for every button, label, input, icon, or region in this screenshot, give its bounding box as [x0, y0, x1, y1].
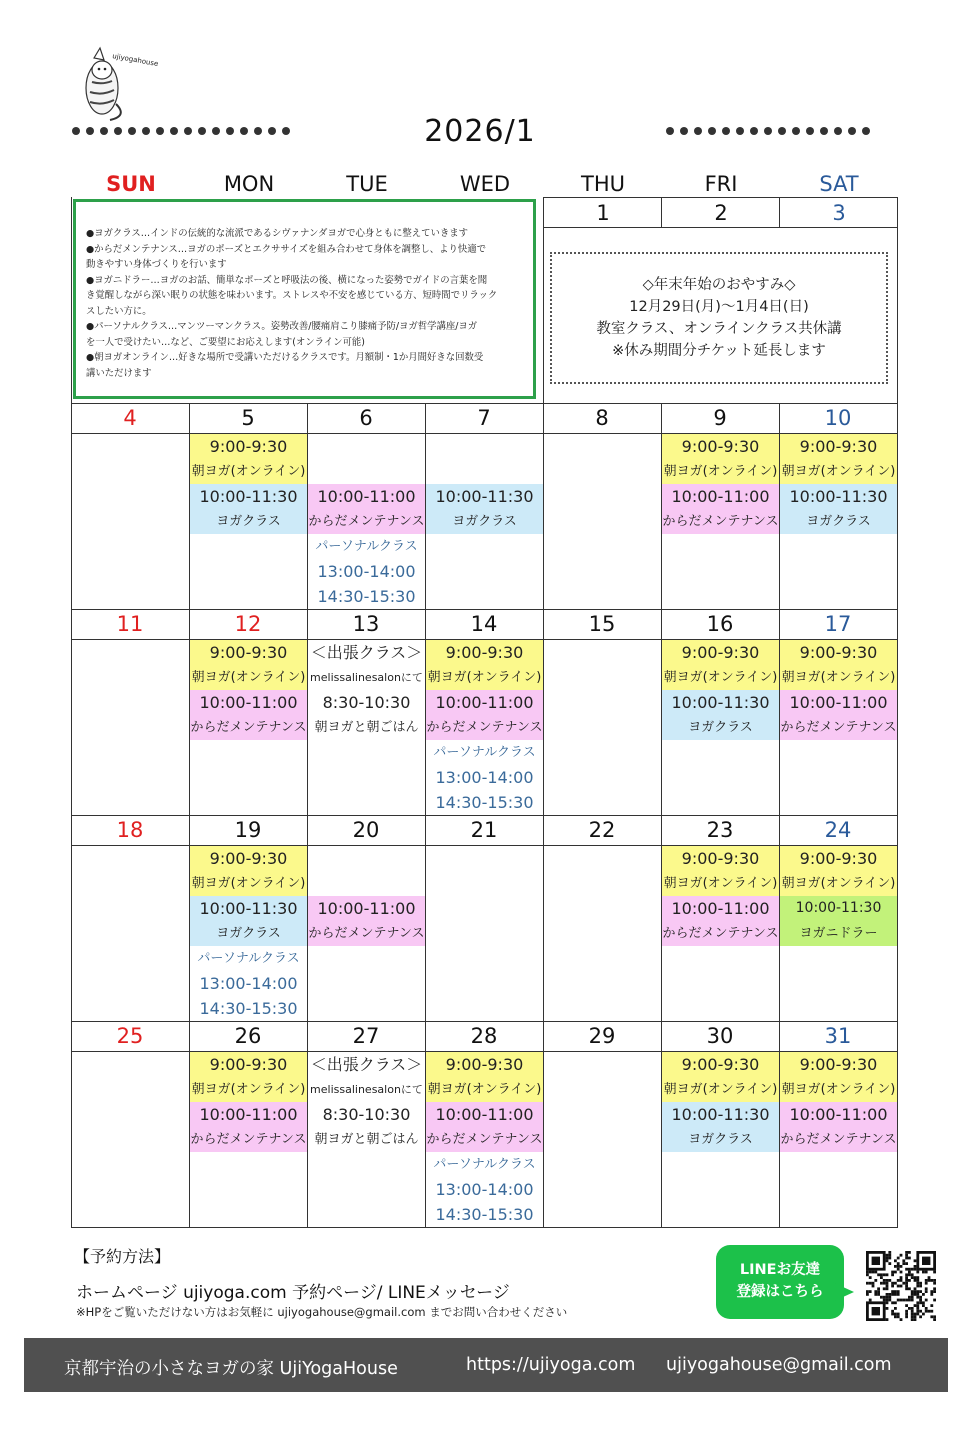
class-slot: [190, 690, 307, 740]
class-time: 9:00-9:30: [681, 437, 760, 456]
class-slot: [190, 484, 307, 534]
footer-url[interactable]: https://ujiyoga.com: [466, 1355, 636, 1375]
class-name: ヨガクラス: [806, 514, 871, 529]
class-name: ヨガクラス: [688, 1132, 753, 1147]
outreach-class-slot: [308, 640, 425, 740]
line-button-label-1: LINEお友達: [739, 1262, 821, 1278]
class-description-box: [73, 199, 536, 399]
class-name: からだメンテナンス: [662, 926, 779, 941]
calendar-title: 2026/1: [424, 114, 536, 149]
class-name: からだメンテナンス: [426, 1132, 543, 1147]
class-slot: [780, 1102, 897, 1152]
class-name: 朝ヨガ(オンライン): [191, 1082, 306, 1097]
class-slot: [190, 846, 307, 896]
holiday-notice: [550, 252, 888, 384]
class-time: 10:00-11:30: [199, 487, 298, 506]
class-name: 朝ヨガ(オンライン): [781, 464, 896, 479]
class-name: からだメンテナンス: [426, 720, 543, 735]
legend-line: ●ヨガクラス…インドの伝統的な流派であるシヴァナンダヨガで心身ともに整えていきます: [86, 228, 468, 239]
weekday-tue: TUE: [346, 172, 388, 196]
class-name: 朝ヨガと朝ごはん: [314, 1132, 419, 1147]
class-title: ＜出張クラス＞: [310, 1055, 423, 1074]
date-20: 20: [352, 818, 380, 842]
decor-dots-left: [72, 124, 290, 138]
class-name: パーソナルクラス: [433, 745, 536, 760]
date-24: 24: [824, 818, 852, 842]
decor-dots-right: [666, 124, 870, 138]
legend-line: ●朝ヨガオンライン…好きな場所で受講いただけるクラスです。月額制・1か月間好きな回数受: [86, 352, 484, 363]
class-time: 10:00-11:00: [199, 693, 298, 712]
class-time: 10:00-11:30: [435, 487, 534, 506]
class-slot: [662, 846, 779, 896]
date-21: 21: [470, 818, 498, 842]
class-name: パーソナルクラス: [197, 951, 300, 966]
venue: melissalinesalonにて: [310, 1083, 423, 1096]
class-time: 13:00-14:00: [199, 974, 298, 993]
class-slot: [190, 434, 307, 484]
personal-class-slot: [308, 534, 425, 609]
legend-line: き覚醒しながら深い眠りの状態を味わいます。ストレスや不安を感じている方、短時間でリラック: [86, 290, 498, 301]
class-time: 10:00-11:30: [789, 487, 888, 506]
date-7: 7: [477, 406, 491, 430]
class-name: 朝ヨガ(オンライン): [781, 876, 896, 891]
class-time: 14:30-15:30: [199, 999, 298, 1018]
date-8: 8: [595, 406, 609, 430]
personal-class-slot: [426, 1152, 543, 1227]
class-time: 10:00-11:00: [435, 693, 534, 712]
date-16: 16: [706, 612, 734, 636]
class-time: 10:00-11:30: [671, 1105, 770, 1124]
class-slot: [426, 640, 543, 690]
class-time: 8:30-10:30: [322, 1105, 411, 1124]
class-slot: [190, 640, 307, 690]
class-name: からだメンテナンス: [662, 514, 779, 529]
date-11: 11: [116, 612, 144, 636]
class-time: 9:00-9:30: [799, 643, 878, 662]
qr-code-icon[interactable]: [864, 1243, 938, 1329]
class-name: からだメンテナンス: [780, 720, 897, 735]
class-time: 10:00-11:30: [671, 693, 770, 712]
class-slot: [662, 640, 779, 690]
class-name: ヨガクラス: [452, 514, 517, 529]
date-1: 1: [596, 201, 610, 225]
class-time: 14:30-15:30: [435, 1205, 534, 1224]
logo-text: ujiyogahouse: [111, 52, 159, 69]
outreach-class-slot: [308, 1052, 425, 1152]
class-name: パーソナルクラス: [433, 1157, 536, 1172]
date-4: 4: [123, 406, 137, 430]
class-name: からだメンテナンス: [308, 926, 425, 941]
date-19: 19: [234, 818, 262, 842]
class-slot: [426, 690, 543, 740]
class-name: 朝ヨガ(オンライン): [781, 670, 896, 685]
class-name: からだメンテナンス: [190, 720, 307, 735]
date-22: 22: [588, 818, 616, 842]
class-time: 14:30-15:30: [317, 587, 416, 606]
class-title: ＜出張クラス＞: [310, 643, 423, 662]
weekday-wed: WED: [459, 172, 511, 196]
legend-line: 動きやすい身体づくりを行います: [86, 259, 227, 270]
legend-line: 講いただけます: [86, 367, 152, 379]
date-10: 10: [824, 406, 852, 430]
class-slot: [662, 484, 779, 534]
class-slot: [662, 1052, 779, 1102]
class-time: 10:00-11:00: [317, 899, 416, 918]
class-slot: [780, 846, 897, 896]
class-time: 9:00-9:30: [209, 437, 288, 456]
reservation-title: 【予約方法】: [74, 1247, 171, 1266]
class-time: 9:00-9:30: [681, 849, 760, 868]
weekday-thu: THU: [581, 172, 625, 196]
class-time: 9:00-9:30: [799, 437, 878, 456]
class-time: 10:00-11:00: [789, 693, 888, 712]
class-name: ヨガクラス: [688, 720, 753, 735]
notice-line: ※休み期間分チケット延長します: [612, 343, 826, 359]
class-time: 13:00-14:00: [435, 1180, 534, 1199]
venue: melissalinesalonにて: [310, 671, 423, 684]
date-31: 31: [824, 1024, 852, 1048]
weekday-fri: FRI: [704, 172, 738, 196]
weekday-sun: SUN: [106, 172, 156, 196]
notice-dates: 12月29日(月)～1月4日(日): [629, 299, 809, 315]
class-slot: [780, 434, 897, 484]
class-slot: [662, 690, 779, 740]
date-25: 25: [116, 1024, 144, 1048]
class-time: 10:00-11:00: [317, 487, 416, 506]
class-name: 朝ヨガ(オンライン): [191, 876, 306, 891]
date-30: 30: [706, 1024, 734, 1048]
date-6: 6: [359, 406, 373, 430]
date-3: 3: [832, 201, 846, 225]
speech-tail: [832, 1282, 854, 1302]
class-name: 朝ヨガ(オンライン): [663, 464, 778, 479]
class-time: 14:30-15:30: [435, 793, 534, 812]
class-name: 朝ヨガ(オンライン): [427, 670, 542, 685]
date-12: 12: [234, 612, 262, 636]
class-slot: [780, 690, 897, 740]
class-time: 13:00-14:00: [317, 562, 416, 581]
date-2: 2: [714, 201, 728, 225]
class-slot: [662, 896, 779, 946]
class-time: 9:00-9:30: [799, 1055, 878, 1074]
date-27: 27: [352, 1024, 380, 1048]
class-name: 朝ヨガと朝ごはん: [314, 720, 419, 735]
class-time: 10:00-11:30: [795, 900, 882, 916]
class-name: からだメンテナンス: [190, 1132, 307, 1147]
class-slot: [780, 896, 897, 946]
date-15: 15: [588, 612, 616, 636]
legend-line: ●からだメンテナンス…ヨガのポーズとエクササイズを組み合わせて身体を調整し、より快適で: [86, 243, 486, 255]
class-slot: [190, 1052, 307, 1102]
class-name: からだメンテナンス: [780, 1132, 897, 1147]
class-time: 10:00-11:00: [671, 899, 770, 918]
class-time: 9:00-9:30: [209, 849, 288, 868]
class-time: 8:30-10:30: [322, 693, 411, 712]
class-time: 10:00-11:00: [199, 1105, 298, 1124]
date-9: 9: [713, 406, 727, 430]
class-name: ヨガニドラー: [799, 926, 878, 941]
class-time: 10:00-11:00: [789, 1105, 888, 1124]
class-time: 9:00-9:30: [681, 1055, 760, 1074]
footer-bar: [24, 1338, 948, 1392]
class-slot: [780, 640, 897, 690]
class-name: パーソナルクラス: [315, 539, 418, 554]
class-name: 朝ヨガ(オンライン): [191, 670, 306, 685]
weekday-mon: MON: [223, 172, 275, 196]
reservation-note: ※HPをご覧いただけない方はお気軽に ujiyogahouse@gmail.com までお問い合わせください: [76, 1305, 568, 1319]
line-friend-button[interactable]: [716, 1245, 844, 1319]
class-name: 朝ヨガ(オンライン): [663, 876, 778, 891]
class-name: ヨガクラス: [216, 514, 281, 529]
class-slot: [190, 1102, 307, 1152]
class-slot: [190, 896, 307, 946]
personal-class-slot: [426, 740, 543, 815]
class-slot: [780, 484, 897, 534]
class-slot: [662, 1102, 779, 1152]
class-slot: [662, 434, 779, 484]
footer-name: 京都宇治の小さなヨガの家 UjiYogaHouse: [64, 1359, 398, 1379]
class-time: 9:00-9:30: [799, 849, 878, 868]
class-time: 13:00-14:00: [435, 768, 534, 787]
date-26: 26: [234, 1024, 262, 1048]
class-slot: [426, 484, 543, 534]
class-time: 9:00-9:30: [209, 1055, 288, 1074]
date-28: 28: [470, 1024, 498, 1048]
class-time: 10:00-11:30: [199, 899, 298, 918]
class-slot: [780, 1052, 897, 1102]
logo: [80, 44, 159, 122]
date-23: 23: [706, 818, 734, 842]
class-name: 朝ヨガ(オンライン): [191, 464, 306, 479]
weekday-sat: SAT: [819, 172, 859, 196]
footer-email[interactable]: ujiyogahouse@gmail.com: [666, 1355, 892, 1375]
class-slot: [308, 484, 425, 534]
line-button-label-2: 登録はこちら: [736, 1284, 824, 1300]
date-14: 14: [470, 612, 498, 636]
class-time: 9:00-9:30: [209, 643, 288, 662]
class-time: 9:00-9:30: [445, 1055, 524, 1074]
class-time: 9:00-9:30: [445, 643, 524, 662]
date-18: 18: [116, 818, 144, 842]
date-29: 29: [588, 1024, 616, 1048]
class-time: 10:00-11:00: [671, 487, 770, 506]
class-time: 9:00-9:30: [681, 643, 760, 662]
class-slot: [308, 896, 425, 946]
reservation-methods: ホームページ ujiyoga.com 予約ページ/ LINEメッセージ: [76, 1283, 510, 1303]
class-name: 朝ヨガ(オンライン): [663, 670, 778, 685]
legend-line: スしたい方に。: [86, 305, 152, 317]
class-name: ヨガクラス: [216, 926, 281, 941]
cat-illustration-icon: [80, 44, 159, 122]
legend-line: ●パーソナルクラス…マンツーマンクラス。姿勢改善/腰痛肩こり膝痛予防/ヨガ哲学講座/ヨガ: [86, 321, 478, 332]
personal-class-slot: [190, 946, 307, 1021]
notice-title: ◇年末年始のおやすみ◇: [642, 277, 796, 293]
class-slot: [426, 1052, 543, 1102]
class-name: 朝ヨガ(オンライン): [427, 1082, 542, 1097]
legend-line: を一人で受けたい…など、ご要望にお応えします(オンライン可能): [86, 336, 365, 348]
class-time: 10:00-11:00: [435, 1105, 534, 1124]
class-name: 朝ヨガ(オンライン): [663, 1082, 778, 1097]
date-13: 13: [352, 612, 380, 636]
date-17: 17: [824, 612, 852, 636]
notice-line: 教室クラス、オンラインクラス共休講: [596, 321, 842, 337]
class-name: 朝ヨガ(オンライン): [781, 1082, 896, 1097]
date-5: 5: [241, 406, 255, 430]
legend-line: ●ヨガニドラー…ヨガのお話、簡単なポーズと呼吸法の後、横になった姿勢でガイドの言葉を聞: [86, 274, 488, 286]
class-name: からだメンテナンス: [308, 514, 425, 529]
class-slot: [426, 1102, 543, 1152]
